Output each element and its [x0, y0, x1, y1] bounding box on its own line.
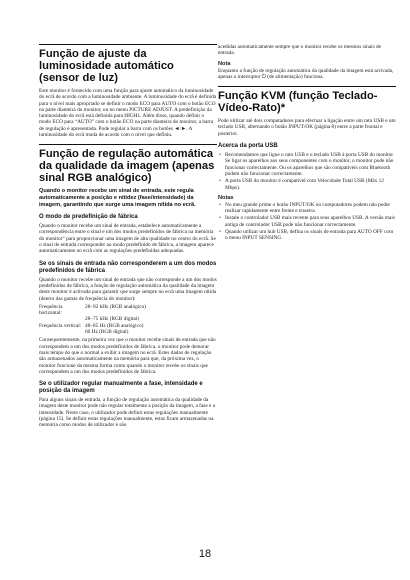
non-preset-paragraph: Quando o monitor recebe um sinal de entrada que não corresponde a um dos modos predefinidos de fábrica, a função de regulação automática da qualidade da imagem deste monitor é activada para garantir que surge sempre no ecrã uma imagem nítida (dentro das gamas de frequência do monitor): — [39, 276, 217, 302]
notes-list — [218, 202, 396, 242]
factory-preset-paragraph: Quando o monitor recebe um sinal de entrada, estabelece automaticamente a correspondência entre o sinal e um dos modos predefinidos de fábrica na memória do monitor” para proporcionar uma imagem de alta qualidade no centro do ecrã. Se o sinal de entrada corresponder ao modo predefinido de fábrica, a imagem aparece automaticamente no ecrã com as regulações predefinidas adequadas. — [39, 223, 216, 255]
h-freq-analog: 28–92 kHz (RGB analógico) — [85, 303, 147, 310]
auto-brightness-paragraph: Este monitor é fornecido com uma função para ajuste automático da luminosidade do ecrã de acordo com a luminosidade ambiente. A luminosidade do ecrã é definida para o nível mais apropriado se definir o modo ECO para AUTO com o botão ECO na parte dianteira do monitor, ou no menu PICTURE ADJUST. A predefinição da luminosidade do ecrã está definida para HIGH1. Além disso, quando definir o modo ECO para “AUTO” com o botão ECO na parte dianteira do monitor, a barra de regulação é apresentada. Pode regular a barra com os botões ◄/►. A luminosidade do ecrã muda de acordo com o nível que definiu. — [39, 88, 217, 139]
continued-paragraph: acedidas automaticamente sempre que o monitor recebe os mesmos sinais de entrada. — [218, 44, 381, 57]
manual-adjust-heading: Se o utilizador regular manualmente a fase, intensidade e posição da imagem — [39, 381, 203, 395]
auto-quality-lead: Quando o monitor recebe um sinal de entrada, este regula automaticamente a posição e nitidez (fase/intensidade) da imagem, garantindo que surge uma imagem nítida no ecrã. — [39, 188, 196, 208]
page-number: 18 — [198, 548, 212, 560]
non-preset-heading: Se os sinais de entrada não corresponderem a um dos modos predefinidos de fábrica — [39, 260, 217, 274]
list-item: • A porta USB do monitor é compatível com Velocidade Total USB (Máx 12 Mbps). — [225, 178, 396, 191]
usb-bullet-list — [218, 152, 396, 191]
frequency-ranges — [39, 304, 217, 335]
v-freq-digital: 60 Hz (RGB digital) — [85, 329, 129, 336]
kvm-paragraph: Pode utilizar até dois computadores para efectuar a ligação entre um rato USB e um teclado USB, alternando o botão INPUT/OK (página 8) entre a parte frontal e posterior. — [218, 118, 396, 137]
section-title-kvm: Função KVM (função Teclado-Vídeo-Rato)* — [218, 86, 396, 114]
v-freq-label: Frequência vertical: — [39, 322, 82, 329]
manual-adjust-paragraph: Para alguns sinais de entrada, a função de regulação automática da qualidade da imagem deste monitor pode não regular totalmente a posição da imagem, a fase e a intensidade. Neste caso, o utilizador pode definir estas regulações manualmente (página 15). Se definir estas regulações manualmente, estas ficam armazenadas na memória como modos de utilizador e são — [39, 397, 216, 429]
list-item: • Recomendamos que ligue o rato USB e o teclado USB à porta USB do monitor. Se ligar os aparelhos aos seus componentes com o monitor, o monitor pode não funcionar correctamente. Ou os aparelhos que são compatíveis com Bluetooth podem não funcionar correctamente. — [225, 152, 396, 177]
usb-port-heading: Acerca da porta USB — [218, 143, 278, 150]
list-item: • Quando utilizar um hub USB, defina os sinais de entrada para AUTO OFF com o menu INPUT SENSING. — [225, 229, 396, 242]
v-freq-analog: 48–85 Hz (RGB analógico) — [85, 322, 144, 329]
left-column — [39, 44, 217, 431]
notes-heading: Notas — [218, 194, 234, 201]
list-item: • Instale o controlador USB mais recente para seus aparelhos USB. A versão mais antiga de controlador USB pode não funcionar correctamente. — [225, 215, 396, 228]
section-title-auto-quality: Função de regulação automática da qualidade da imagem (apenas sinal RGB analógico) — [39, 144, 217, 184]
note-heading: Nota — [218, 60, 231, 67]
right-column — [218, 44, 396, 244]
factory-preset-heading: O modo de predefinição de fábrica — [39, 214, 138, 221]
section-title-auto-brightness: Função de ajuste da luminosidade automático (sensor de luz) — [39, 44, 217, 84]
h-freq-digital: 28–75 kHz (RGB digital) — [85, 316, 139, 323]
h-freq-label: Frequência horizontal: — [39, 303, 63, 317]
note-paragraph: Enquanto a função de regulação automática da qualidade da imagem está activada, apenas o interruptor ⏻ (de alimentação) funciona. — [218, 67, 394, 80]
non-preset-paragraph-2: Consequentemente, na primeira vez que o monitor recebe sinais de entrada que não correspondem a um dos modos predefinidos de fábrica, o monitor pode demorar mais tempo do que o normal a exibir a imagem no ecrã. Estes dados de regulação são armazenados automaticamente na memória para que, da próxima vez, o monitor funcione da mesma forma como quando o monitor recebe os sinais que correspondem a um dos modos predefinidos de fábrica. — [39, 337, 216, 375]
list-item: • No meu grande prime o botão INPUT/OK ou computadores podem não poder realizar rapidamente entre frente e traseira. — [225, 202, 396, 215]
